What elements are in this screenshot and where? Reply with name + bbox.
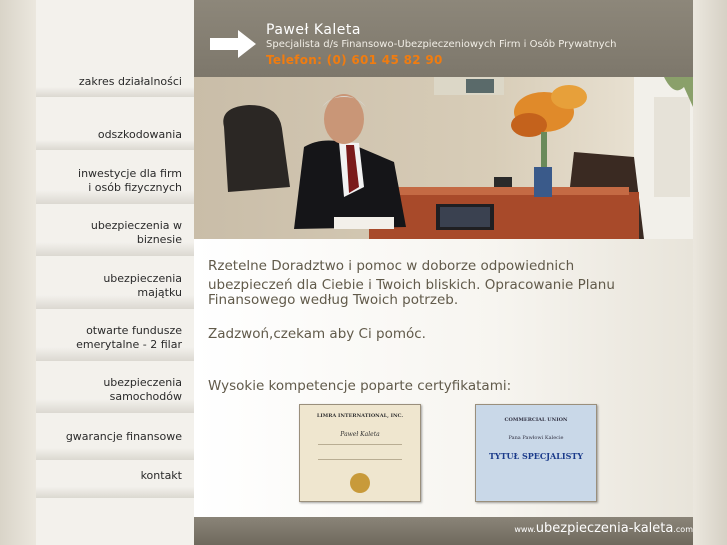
- footer: [194, 517, 693, 545]
- certificate-commercial-union[interactable]: [475, 404, 597, 502]
- nav-label: i osób fizycznych: [88, 181, 182, 194]
- certificate-issuer: COMMERCIAL UNION: [504, 417, 568, 423]
- intro-line: Finansowego według Twoich potrzeb.: [208, 292, 459, 308]
- phone-number: Telefon: (0) 601 45 82 90: [266, 53, 443, 67]
- nav-label: ubezpieczenia: [103, 272, 182, 285]
- nav-label: majątku: [137, 286, 182, 299]
- certificate-issuer: LIMRA INTERNATIONAL, INC.: [316, 413, 404, 419]
- nav-item-zakres[interactable]: [36, 63, 194, 97]
- certificate-lines: [318, 444, 402, 460]
- nav-label: odszkodowania: [97, 128, 182, 141]
- nav-label: samochodów: [109, 390, 182, 403]
- header: [194, 0, 693, 77]
- nav-item-inwestycje[interactable]: [36, 158, 194, 204]
- url-suffix: .com: [673, 525, 693, 534]
- call-to-action: Zadzwoń,czekam aby Ci pomóc.: [208, 326, 426, 342]
- right-frame: [693, 0, 727, 545]
- url-main: ubezpieczenia-kaleta: [535, 521, 674, 536]
- site-url[interactable]: [514, 521, 693, 536]
- main-area: [194, 0, 693, 545]
- nav-item-kontakt[interactable]: [36, 460, 194, 498]
- nav-label: biznesie: [136, 233, 182, 246]
- intro-line: Rzetelne Doradztwo i pomoc w doborze odpowiednich: [208, 258, 575, 274]
- nav-item-ofe[interactable]: [36, 315, 194, 361]
- certificate-holder: Paweł Kaleta: [340, 431, 380, 438]
- hero-photo: [194, 77, 693, 239]
- page-subtitle: Specjalista d/s Finansowo-Ubezpieczeniowych Firm i Osób Prywatnych: [266, 39, 617, 50]
- content-area: [194, 239, 693, 517]
- certificates-heading: Wysokie kompetencje poparte certyfikatami:: [208, 378, 512, 394]
- nav-item-samochody[interactable]: [36, 367, 194, 413]
- left-frame: [0, 0, 36, 545]
- arrow-right-icon: [208, 29, 258, 59]
- nav-label: gwarancje finansowe: [65, 430, 182, 443]
- seal-icon: [350, 473, 370, 493]
- nav-item-gwarancje[interactable]: [36, 420, 194, 460]
- nav-label: ubezpieczenia w: [90, 219, 182, 232]
- sidebar: [36, 0, 194, 545]
- certificate-title: TYTUŁ SPECJALISTY: [488, 451, 584, 461]
- nav-label: otwarte fundusze: [86, 324, 182, 337]
- page-title: Paweł Kaleta: [266, 22, 361, 38]
- certificate-limra[interactable]: [299, 404, 421, 502]
- nav-label: zakres działalności: [78, 75, 182, 88]
- nav-item-biznes[interactable]: [36, 210, 194, 256]
- nav-item-odszkodowania[interactable]: [36, 116, 194, 150]
- nav-label: emerytalne - 2 filar: [76, 338, 182, 351]
- nav-label: ubezpieczenia: [103, 376, 182, 389]
- url-prefix: www.: [514, 525, 536, 534]
- certificate-holder: Pana Pawłowi Kalecie: [508, 435, 564, 441]
- intro-line: ubezpieczeń dla Ciebie i Twoich bliskich. Opracowanie Planu: [208, 277, 615, 293]
- nav-label: inwestycje dla firm: [78, 167, 182, 180]
- nav-label: kontakt: [140, 469, 182, 482]
- nav-item-majatek[interactable]: [36, 263, 194, 309]
